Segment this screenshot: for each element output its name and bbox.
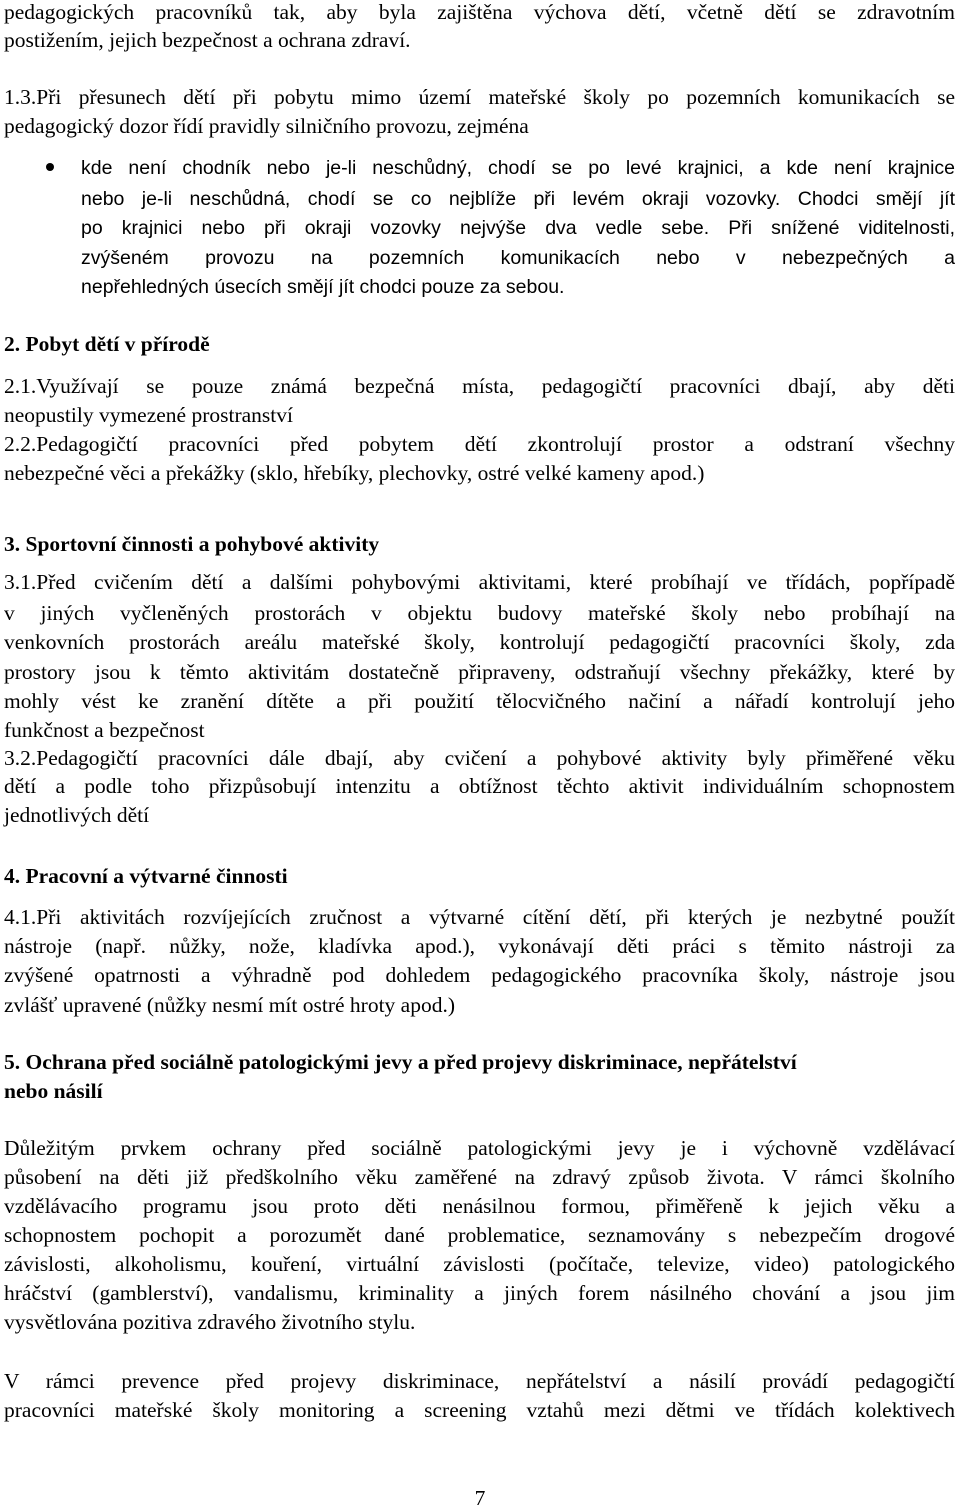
paragraph-3-2-line: 3.2.Pedagogičtí pracovníci dále dbají, aby cvičení a pohybové aktivity byly přiměřené věku bbox=[4, 746, 955, 770]
bullet-text-line: zvýšeném provozu na pozemních komunikacích nebo v nebezpečných a bbox=[81, 247, 955, 269]
paragraph-5-1-line: Důležitým prvkem ochrany před sociálně patologickými jevy je i výchovně vzdělávací bbox=[4, 1136, 955, 1160]
paragraph-1-3-line: 1.3.Při přesunech dětí při pobytu mimo území mateřské školy po pozemních komunikacích se bbox=[4, 85, 955, 109]
paragraph-3-1-line: prostory jsou k těmto aktivitám dostatečně připraveny, odstraňují všechny překážky, které by bbox=[4, 660, 955, 684]
paragraph-5-1-line: působení na děti již předškolního věku zaměřené na zdravý způsob života. V rámci školního bbox=[4, 1165, 955, 1189]
paragraph-4-1-line: 4.1.Při aktivitách rozvíjejících zručnost a výtvarné cítění dětí, při kterých je nezbytné použít bbox=[4, 905, 955, 929]
paragraph-4-1-line: zvýšené opatrnosti a výhradně pod dohledem pedagogického pracovníka školy, nástroje jsou bbox=[4, 963, 955, 987]
body-text-line: postižením, jejich bezpečnost a ochrana zdraví. bbox=[4, 28, 411, 52]
paragraph-5-1-line: schopnostem pochopit a porozumět dané problematice, seznamovány s nebezpečím drogové bbox=[4, 1223, 955, 1247]
paragraph-3-1-line: mohly vést ke zranění dítěte a při použití tělocvičného načiní a nářadí kontrolují jeho bbox=[4, 689, 955, 713]
paragraph-2-2-line: 2.2.Pedagogičtí pracovníci před pobytem dětí zkontrolují prostor a odstraní všechny bbox=[4, 432, 955, 456]
bullet-text-line: kde není chodník nebo je-li neschůdný, chodí se po levé krajnici, a kde není krajnice bbox=[81, 157, 955, 179]
section-heading-4: 4. Pracovní a výtvarné činnosti bbox=[4, 864, 288, 888]
section-heading-3: 3. Sportovní činnosti a pohybové aktivity bbox=[4, 532, 380, 556]
paragraph-2-1-line: 2.1.Využívají se pouze známá bezpečná místa, pedagogičtí pracovníci dbají, aby děti bbox=[4, 374, 955, 398]
paragraph-5-1-line: závislosti, alkoholismu, kouření, virtuální závislosti (počítače, televize, video) patologického bbox=[4, 1252, 955, 1276]
paragraph-1-3-line: pedagogický dozor řídí pravidly silničního provozu, zejména bbox=[4, 114, 529, 138]
paragraph-4-1-line: zvlášť upravené (nůžky nesmí mít ostré hroty apod.) bbox=[4, 993, 456, 1017]
paragraph-3-1-line: funkčnost a bezpečnost bbox=[4, 718, 205, 742]
paragraph-3-1-line: v jiných vyčleněných prostorách v objektu budovy mateřské školy nebo probíhají na bbox=[4, 601, 955, 625]
section-heading-2: 2. Pobyt dětí v přírodě bbox=[4, 332, 210, 356]
bullet-icon bbox=[46, 163, 54, 171]
paragraph-5-2-line: pracovníci mateřské školy monitoring a screening vztahů mezi dětmi ve třídách kolektivech bbox=[4, 1398, 955, 1422]
page-number: 7 bbox=[474, 1486, 486, 1510]
paragraph-3-1-line: venkovních prostorách areálu mateřské školy, kontrolují pedagogičtí pracovníci školy, zda bbox=[4, 630, 955, 654]
paragraph-3-2-line: dětí a podle toho přizpůsobují intenzitu a obtížnost těchto aktivit individuálním schopnostem bbox=[4, 774, 955, 798]
paragraph-2-2-line: nebezpečné věci a překážky (sklo, hřebíky, plechovky, ostré velké kameny apod.) bbox=[4, 461, 705, 485]
bullet-text-line: nepřehledných úsecích smějí jít chodci pouze za sebou. bbox=[81, 276, 565, 298]
bullet-text-line: nebo je-li neschůdná, chodí se co nejblíže při levém okraji vozovky. Chodci smějí jít bbox=[81, 188, 955, 210]
paragraph-4-1-line: nástroje (např. nůžky, nože, kladívka apod.), vykonávají děti práci s těmito nástroji za bbox=[4, 934, 955, 958]
body-text-line: pedagogických pracovníků tak, aby byla zajištěna výchova dětí, včetně dětí se zdravotním bbox=[4, 0, 955, 24]
section-heading-5: nebo násilí bbox=[4, 1079, 103, 1103]
paragraph-5-1-line: vysvětlována pozitiva zdravého životního stylu. bbox=[4, 1310, 416, 1334]
paragraph-3-1-line: 3.1.Před cvičením dětí a dalšími pohybovými aktivitami, které probíhají ve třídách, popřípadě bbox=[4, 570, 955, 594]
bullet-text-line: po krajnici nebo při okraji vozovky nejvýše dva vedle sebe. Při snížené viditelnosti, bbox=[81, 217, 955, 239]
paragraph-5-1-line: hráčství (gamblerství), vandalismu, kriminality a jiných forem násilného chování a jsou jim bbox=[4, 1281, 955, 1305]
paragraph-5-1-line: vzdělávacího programu jsou proto děti nenásilnou formou, přiměřeně k jejich věku a bbox=[4, 1194, 955, 1218]
paragraph-2-1-line: neopustily vymezené prostranství bbox=[4, 403, 293, 427]
paragraph-3-2-line: jednotlivých dětí bbox=[4, 803, 150, 827]
section-heading-5: 5. Ochrana před sociálně patologickými jevy a před projevy diskriminace, nepřátelství bbox=[4, 1050, 797, 1074]
paragraph-5-2-line: V rámci prevence před projevy diskriminace, nepřátelství a násilí provádí pedagogičtí bbox=[4, 1369, 955, 1393]
